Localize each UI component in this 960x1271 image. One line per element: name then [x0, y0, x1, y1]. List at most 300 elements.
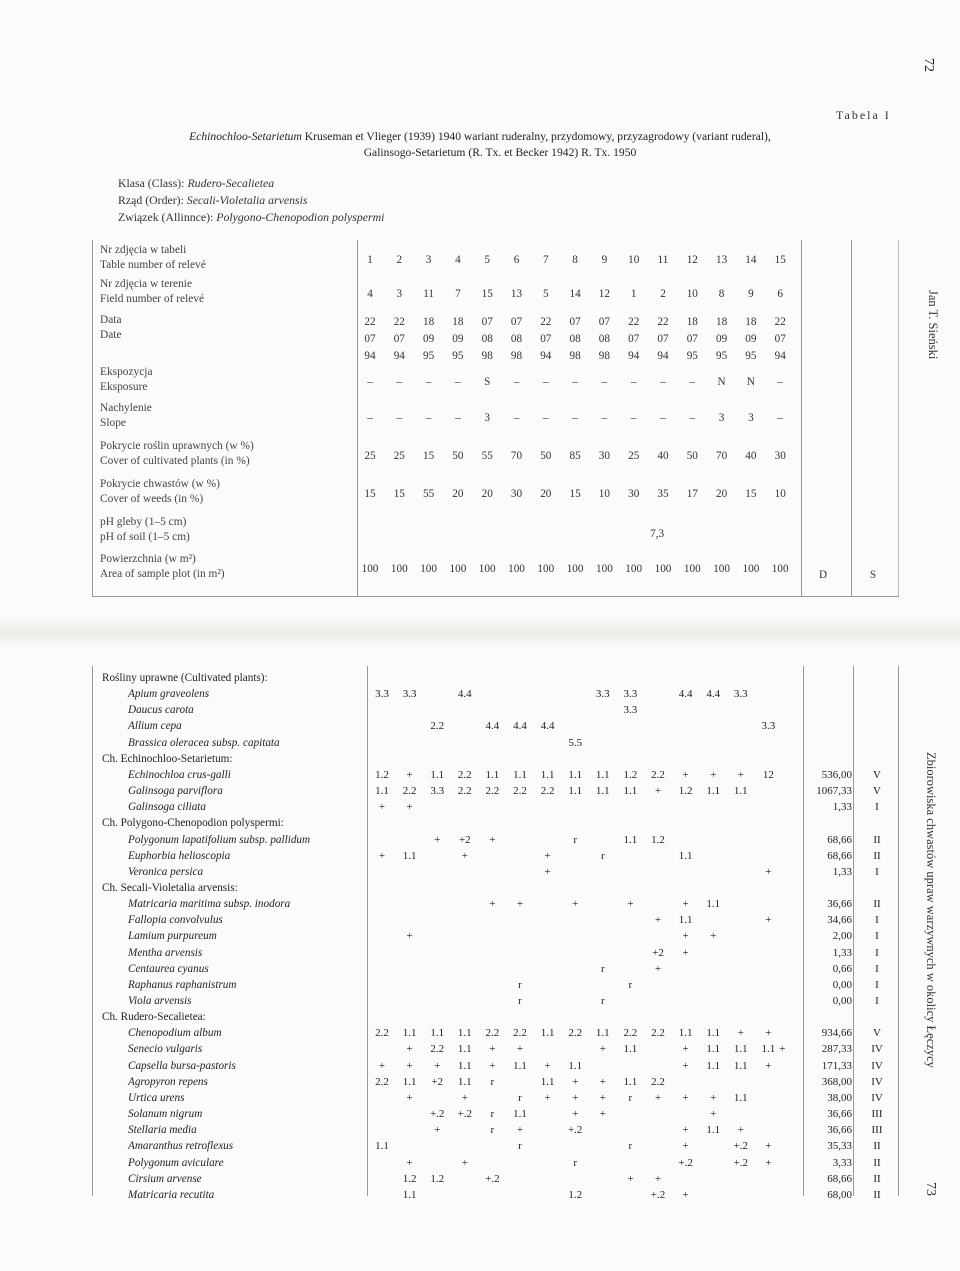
header-cell: 100 [742, 563, 760, 575]
header-cell: – [396, 376, 403, 388]
abundance-cell: r [518, 995, 522, 1007]
abundance-cell: +.2 [485, 1172, 500, 1185]
abundance-cell: 3.3 [430, 785, 445, 798]
abundance-cell: 2.2 [430, 1043, 445, 1056]
abundance-cell: 2.2 [651, 1027, 665, 1040]
d-value: 36,66 [827, 1108, 852, 1121]
header-cell: 22 [393, 316, 405, 328]
header-cell: 100 [654, 563, 672, 575]
abundance-cell: 2.2 [513, 785, 527, 798]
abundance-cell: 1.1 [678, 914, 693, 927]
class-label: Klasa (Class): [118, 176, 185, 190]
d-value: 68,66 [827, 1172, 852, 1185]
abundance-cell: + [516, 1124, 524, 1137]
abundance-cell: + [544, 865, 551, 878]
d-value: 536,00 [821, 768, 852, 781]
header-cell: 07 [393, 333, 405, 345]
abundance-cell: 4.4 [457, 688, 472, 701]
abundance-cell: +.2 [457, 1108, 473, 1121]
abundance-cell: 1.1 [595, 1027, 610, 1040]
abundance-cell: 4.4 [678, 688, 693, 701]
abundance-cell: 2.2 [568, 1027, 583, 1040]
abundance-cell: 2.2 [375, 1027, 389, 1040]
abundance-cell: + [765, 914, 772, 927]
header-cell: 9 [748, 288, 754, 300]
abundance-cell: + [710, 1091, 717, 1104]
species-name: Centaurea cyanus [128, 962, 209, 975]
abundance-cell: r [490, 1075, 495, 1088]
header-cell: 18 [452, 316, 464, 328]
d-value: 2,00 [832, 930, 852, 943]
header-cell: 3 [425, 254, 432, 266]
abundance-cell: + [599, 1108, 606, 1121]
header-cell: – [543, 412, 549, 424]
d-value: 68,00 [827, 1188, 852, 1201]
abundance-cell: +2 [458, 833, 471, 846]
order-name: Secali-Violetalia arvensis [186, 193, 308, 207]
abundance-cell: + [406, 1156, 413, 1169]
abundance-cell: 1.1 [623, 833, 638, 846]
header-cell: 100 [771, 563, 789, 575]
header-cell: – [601, 412, 608, 424]
header-row-label-pl: Powierzchnia (w m²) [100, 553, 196, 565]
column-divider [803, 666, 804, 1196]
species-name: Daucus carota [128, 704, 194, 717]
header-cell: 14 [569, 288, 581, 300]
header-cell: 07 [628, 333, 640, 345]
abundance-cell: + [627, 898, 634, 911]
header-row-label-pl: Pokrycie chwastów (w %) [100, 478, 220, 490]
header-cell: 100 [537, 563, 555, 575]
abundance-cell: 1.1 [706, 1027, 721, 1040]
species-name: Allium cepa [128, 720, 182, 733]
abundance-cell: 1.1 [540, 1075, 555, 1088]
abundance-cell: + [378, 849, 386, 862]
s-value: IV [871, 1059, 883, 1072]
s-value: I [875, 995, 879, 1007]
header-cell: 95 [423, 350, 435, 362]
s-value: I [875, 914, 879, 927]
abundance-cell: 2.2 [430, 720, 445, 733]
abundance-cell: + [406, 930, 413, 943]
header-cell: 7 [455, 288, 461, 300]
abundance-cell: 2.2 [651, 1075, 665, 1088]
abundance-cell: + [765, 865, 772, 878]
header-cell: 98 [598, 350, 610, 362]
page-number-top: 72 [921, 58, 936, 72]
header-cell: 07 [540, 333, 552, 345]
header-cell: 12 [598, 288, 610, 300]
header-cell: 15 [393, 488, 405, 500]
header-cell: 15 [423, 450, 435, 462]
header-cell: 100 [596, 563, 613, 575]
s-value: I [875, 946, 879, 959]
header-cell: 50 [452, 450, 464, 462]
abundance-cell: 2.2 [513, 1027, 527, 1040]
abundance-cell: 1.2 [375, 768, 389, 781]
table-title-line1 [0, 130, 960, 143]
header-cell: 13 [716, 254, 728, 266]
header-cell: – [601, 376, 608, 388]
species-name: Senecio vulgaris [128, 1043, 203, 1056]
species-name: Stellaria media [128, 1124, 197, 1137]
header-cell: 95 [745, 350, 757, 362]
abundance-cell: 2.2 [485, 1027, 500, 1040]
column-divider [367, 666, 368, 1196]
s-value: V [873, 785, 881, 798]
species-name: Echinochloa crus-galli [128, 768, 231, 781]
header-cell: 08 [598, 333, 610, 345]
abundance-cell: 1.1 [595, 768, 610, 781]
d-value: 0,00 [832, 978, 852, 991]
species-name: Polygonum lapatifolium subsp. pallidum [128, 833, 311, 846]
page-number-bottom: 73 [923, 1182, 938, 1196]
header-cell: – [777, 412, 783, 424]
d-value: 1,33 [832, 865, 852, 878]
header-cell: 22 [628, 316, 640, 328]
header-cell: – [630, 376, 637, 388]
header-cell: 8 [718, 288, 725, 300]
abundance-cell: 1.2 [568, 1188, 583, 1201]
abundance-cell: 1.1 [568, 1059, 583, 1072]
association-name: Echinochloo-Setarietum [189, 130, 302, 143]
header-row-label-en: Area of sample plot (in m²) [100, 568, 225, 580]
header-row-label-pl: Data [100, 314, 122, 326]
header-row-label-en: Cover of cultivated plants (in %) [100, 455, 250, 467]
header-cell: 10 [598, 488, 610, 500]
abundance-cell: 1.1 [402, 1188, 417, 1201]
abundance-cell: 1.1 [706, 1043, 721, 1056]
abundance-cell: + [710, 930, 717, 943]
journal-running-head: Zbiorowiska chwastów upraw warzywnych w okolicy Łęczycy [924, 752, 938, 1068]
abundance-cell: +.2 [650, 1188, 666, 1201]
table-title-line2 [20, 146, 960, 159]
header-row-label-en: pH of soil (1–5 cm) [100, 531, 190, 543]
abundance-cell: + [489, 1043, 496, 1056]
header-cell: 50 [686, 450, 698, 462]
abundance-cell: r [573, 833, 578, 846]
header-cell: – [572, 376, 578, 388]
abundance-cell: 4.4 [485, 720, 500, 733]
header-row-label-pl: Pokrycie roślin uprawnych (w %) [100, 440, 254, 452]
header-cell: 10 [686, 288, 698, 300]
header-cell: 8 [572, 254, 578, 266]
header-cell: 98 [569, 350, 581, 362]
abundance-cell: 2.2 [623, 1027, 638, 1040]
header-cell: 08 [569, 333, 581, 345]
header-cell: 30 [598, 450, 610, 462]
header-row-label-en: Cover of weeds (in %) [100, 493, 204, 505]
abundance-cell: + [434, 833, 441, 846]
species-name: Matricaria maritima subsp. inodora [128, 898, 291, 911]
header-cell: 94 [393, 350, 405, 362]
abundance-cell: 1.1 [513, 1059, 527, 1072]
abundance-cell: 1.1 [595, 785, 610, 798]
abundance-cell: 1.1 [761, 1043, 776, 1056]
abundance-cell: 3.3 [375, 688, 389, 701]
species-name: Galinsoga ciliata [128, 801, 207, 814]
abundance-cell: 1.1 [402, 1027, 417, 1040]
abundance-cell: r [600, 849, 605, 862]
header-cell: 2 [396, 254, 403, 266]
header-cell: 70 [510, 450, 523, 462]
abundance-cell: + [682, 1124, 689, 1137]
header-cell: 09 [452, 333, 464, 345]
species-name: Viola arvensis [128, 995, 192, 1007]
s-value: II [873, 1156, 881, 1169]
d-value: 1,33 [832, 946, 852, 959]
abundance-cell: 1.2 [651, 833, 665, 846]
abundance-cell: + [378, 1059, 386, 1072]
d-value: 1067,33 [816, 785, 852, 798]
header-cell: – [513, 412, 520, 424]
header-cell: 07 [364, 333, 376, 345]
s-value: III [871, 1108, 883, 1121]
abundance-cell: r [573, 1156, 578, 1169]
species-name: Polygonum aviculare [128, 1156, 224, 1169]
header-cell: 55 [423, 488, 435, 500]
header-cell: 2 [660, 288, 666, 300]
abundance-cell: + [572, 898, 579, 911]
header-cell: 100 [420, 563, 437, 575]
abundance-cell: + [599, 1075, 606, 1088]
abundance-cell: + [572, 1075, 579, 1088]
abundance-cell: + [378, 801, 386, 814]
abundance-cell: + [406, 1059, 413, 1072]
species-name: Euphorbia helioscopia [128, 849, 231, 862]
header-cell: – [396, 412, 403, 424]
species-name: Mentha arvensis [128, 946, 203, 959]
abundance-cell: + [682, 1188, 689, 1201]
species-name: Solanum nigrum [128, 1108, 203, 1121]
header-cell: – [660, 376, 666, 388]
header-cell: 18 [745, 316, 757, 328]
header-cell: 35 [657, 488, 669, 500]
abundance-cell: +.2 [733, 1140, 749, 1153]
abundance-cell: +2 [652, 946, 664, 959]
abundance-cell: 1.1 [623, 785, 638, 798]
header-cell: 07 [774, 333, 786, 345]
species-name: Chenopodium album [128, 1027, 222, 1040]
d-value: 0,00 [832, 995, 852, 1007]
header-cell: 22 [364, 316, 376, 328]
abundance-cell: + [627, 1172, 634, 1185]
header-cell: 3 [718, 412, 725, 424]
abundance-cell: +2 [431, 1075, 444, 1088]
abundance-cell: 1.1 [678, 1027, 693, 1040]
d-value: 1,33 [832, 801, 852, 814]
abundance-cell: +.2 [733, 1156, 749, 1169]
abundance-cell: 1.1 [457, 1059, 472, 1072]
header-row-label-en: Eksposure [100, 381, 148, 393]
s-value: II [873, 898, 881, 911]
header-cell: – [689, 412, 696, 424]
s-value: II [873, 849, 881, 862]
abundance-cell: 3.3 [595, 688, 610, 701]
section-heading: Ch. Polygono-Chenopodion polyspermi: [102, 817, 284, 830]
abundance-cell: + [765, 1027, 772, 1040]
abundance-cell: + [489, 898, 496, 911]
s-value: IV [871, 1091, 883, 1104]
abundance-cell: 5.5 [568, 736, 583, 749]
abundance-cell: 1.1 [540, 1027, 555, 1040]
abundance-cell: 1.1 [733, 785, 748, 798]
abundance-cell: + [710, 1108, 717, 1121]
abundance-cell: 4.4 [513, 720, 527, 733]
header-cell: 20 [481, 488, 493, 500]
header-cell: – [367, 376, 373, 388]
header-cell: – [689, 376, 696, 388]
header-cell: 6 [513, 254, 520, 266]
abundance-cell: + [461, 1156, 468, 1169]
tabela-label: Tabela I [836, 108, 891, 122]
abundance-cell: + [489, 1059, 496, 1072]
alliance-label: Związek (Allinnce): [118, 210, 214, 224]
s-value: I [875, 930, 879, 943]
species-name: Agropyron repens [128, 1075, 208, 1088]
abundance-cell: + [682, 1059, 689, 1072]
header-cell: 14 [745, 254, 757, 266]
abundance-cell: r [600, 995, 605, 1007]
d-value: 38,00 [827, 1091, 852, 1104]
header-cell: 100 [449, 563, 467, 575]
abundance-cell: 1.1 [678, 849, 693, 862]
header-cell: 100 [390, 563, 408, 575]
abundance-cell: + [654, 785, 662, 798]
d-value: 287,33 [821, 1043, 852, 1056]
abundance-cell: 12 [762, 768, 774, 781]
abundance-cell: 1.1 [706, 898, 721, 911]
abundance-cell: 3.3 [623, 704, 638, 717]
abundance-cell: 1.1 [706, 1124, 721, 1137]
abundance-cell: 1.1 [402, 1075, 417, 1088]
header-cell: 3 [484, 412, 490, 424]
d-value: 68,66 [827, 849, 852, 862]
s-value: I [875, 978, 879, 991]
abundance-cell: 3.3 [733, 688, 748, 701]
header-row-label-pl: Nachylenie [100, 402, 152, 414]
abundance-cell: 1.1 [430, 1027, 445, 1040]
species-name: Apium graveolens [128, 688, 210, 701]
header-cell: 07 [569, 316, 581, 328]
abundance-cell: 1.1 [513, 768, 527, 781]
abundance-cell: + [737, 1027, 744, 1040]
header-cell: 18 [423, 316, 435, 328]
abundance-cell: 1.1 [733, 1043, 748, 1056]
abundance-cell: r [628, 978, 633, 991]
column-divider [801, 240, 802, 596]
header-cell: 18 [686, 316, 698, 328]
abundance-cell: r [518, 1140, 522, 1153]
abundance-cell: 1.1 [733, 1059, 748, 1072]
abundance-cell: 1.1 [457, 1075, 472, 1088]
header-cell: 09 [716, 333, 728, 345]
header-cell: 4 [367, 288, 373, 300]
order-label: Rząd (Order): [118, 193, 184, 207]
abundance-cell: + [654, 914, 662, 927]
section-heading: Ch. Echinochloo-Setarietum: [102, 752, 233, 765]
order-line [118, 193, 307, 208]
class-name: Rudero-Secalietea [187, 176, 275, 190]
alliance-line [118, 210, 384, 225]
abundance-cell: r [628, 1091, 633, 1104]
abundance-cell: 1.1 [623, 1043, 638, 1056]
section-heading: Rośliny uprawne (Cultivated plants): [102, 672, 268, 684]
abundance-cell: 3.3 [623, 688, 638, 701]
s-value: III [871, 1124, 883, 1137]
header-cell: 85 [569, 450, 581, 462]
header-cell: 40 [657, 450, 669, 462]
header-cell: 94 [540, 350, 552, 362]
abundance-cell: + [765, 1156, 772, 1169]
header-cell: 08 [481, 333, 493, 345]
species-name: Amaranthus retroflexus [128, 1140, 234, 1153]
d-value: 36,66 [827, 898, 852, 911]
header-cell: 95 [452, 350, 464, 362]
header-cell: 07 [686, 333, 698, 345]
d-value: 34,66 [827, 914, 852, 927]
abundance-cell: + [406, 1091, 413, 1104]
abundance-cell: 1.1 [623, 1075, 638, 1088]
abundance-cell: 1.1 [430, 768, 445, 781]
header-cell: 94 [657, 350, 669, 362]
species-name: Urtica urens [128, 1091, 185, 1104]
species-name: Veronica persica [128, 865, 204, 878]
page-fold [0, 618, 960, 648]
header-cell: 100 [683, 563, 701, 575]
header-cell: 3 [748, 412, 754, 424]
column-divider [898, 666, 899, 1196]
header-cell: – [425, 412, 432, 424]
header-cell: 98 [481, 350, 493, 362]
s-value: V [873, 768, 881, 781]
header-cell: S [484, 376, 491, 388]
title-line2: Galinsogo-Setarietum (R. Tx. et Becker 1942) R. Tx. 1950 [363, 146, 637, 159]
header-cell: 6 [777, 288, 783, 300]
abundance-cell: r [518, 1091, 522, 1104]
header-cell: 08 [510, 333, 523, 345]
abundance-cell: + [737, 768, 744, 781]
abundance-cell: + [461, 1091, 468, 1104]
abundance-cell: 2.2 [402, 785, 417, 798]
header-cell: 07 [481, 316, 493, 328]
abundance-cell: 3.3 [402, 688, 417, 701]
header-cell: – [572, 412, 578, 424]
abundance-cell: 3.3 [761, 720, 776, 733]
header-cell: 25 [364, 450, 376, 462]
abundance-cell: + [544, 849, 551, 862]
header-cell: 10 [774, 488, 786, 500]
abundance-cell: 1.1 [706, 785, 721, 798]
header-cell: 15 [774, 254, 786, 266]
abundance-cell: + [572, 1108, 579, 1121]
abundance-cell: 1.1 [457, 1043, 472, 1056]
header-row-label-en: Table number of relevé [100, 259, 206, 271]
header-cell: – [777, 376, 783, 388]
header-cell: 3 [396, 288, 403, 300]
s-value: V [873, 1027, 881, 1040]
abundance-cell: 2.2 [651, 768, 665, 781]
abundance-cell: 2.2 [375, 1075, 389, 1088]
abundance-cell: + [434, 1124, 441, 1137]
d-value: 68,66 [827, 833, 852, 846]
d-value: 934,66 [821, 1027, 852, 1040]
abundance-cell: 1.1 [513, 1108, 527, 1121]
header-cell: N [746, 376, 755, 388]
abundance-cell: r [518, 978, 522, 991]
header-cell: 30 [628, 488, 640, 500]
abundance-cell: + [516, 1043, 524, 1056]
